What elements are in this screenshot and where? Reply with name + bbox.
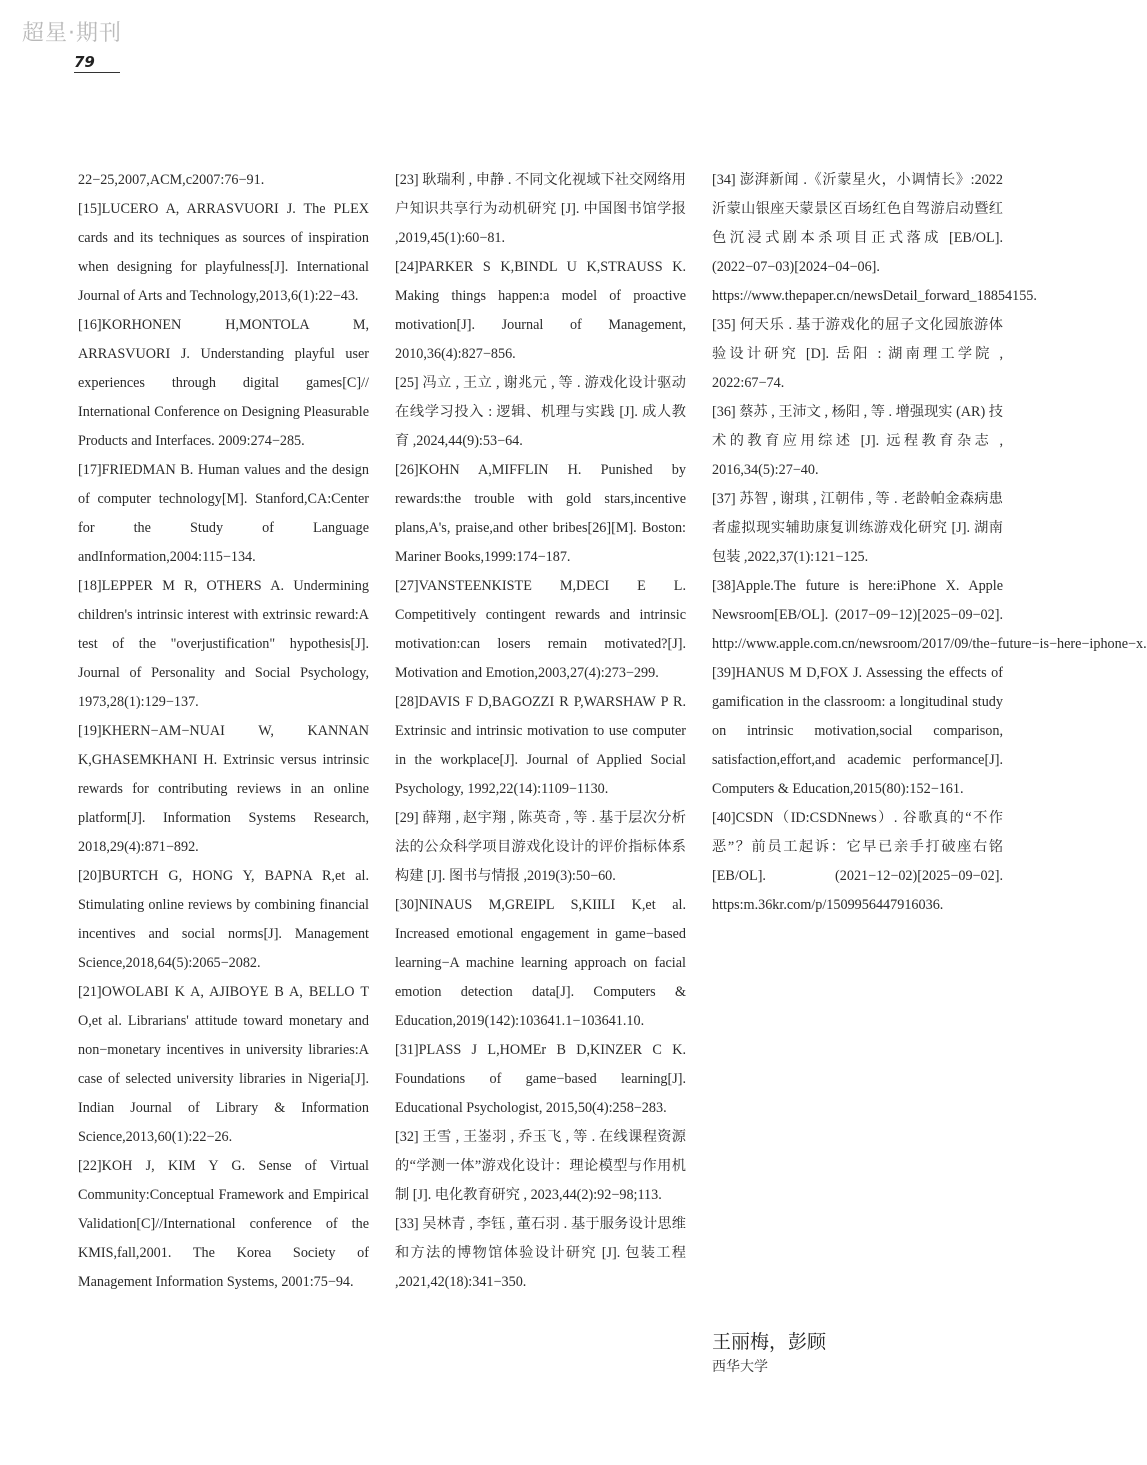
page-number: 79 (74, 53, 95, 71)
author-names: 王丽梅，彭顾 (712, 1331, 827, 1353)
reference-entry: [18]LEPPER M R, OTHERS A. Undermining children's intrinsic interest with extrinsic reward:A test of the "overjustification" hypothesis[J]. Journal of Personality and Social Psychology, 1973,28(1):129−137. (78, 578, 369, 710)
reference-entry: [26]KOHN A,MIFFLIN H. Punished by rewards:the trouble with gold stars,incentive plans,A's, praise,and other bribes[26][M]. Boston: Mariner Books,1999:174−187. (395, 462, 686, 565)
reference-entry: [20]BURTCH G, HONG Y, BAPNA R,et al. Stimulating online reviews by combining financial incentives and social norms[J]. Management Science,2018,64(5):2065−2082. (78, 868, 369, 971)
reference-entry: [37] 苏智 , 谢琪 , 江朝伟 , 等 . 老龄帕金森病患者虚拟现实辅助康复训练游戏化研究 [J]. 湖南包装 ,2022,37(1):121−125. (712, 491, 1003, 565)
author-block (712, 1328, 826, 1378)
reference-entry: [23] 耿瑞利 , 申静 . 不同文化视域下社交网络用户知识共享行为动机研究 [J]. 中国图书馆学报 ,2019,45(1):60−81. (395, 172, 686, 246)
reference-entry: [27]VANSTEENKISTE M,DECI E L. Competitively contingent rewards and intrinsic motivation:can losers remain motivated?[J]. Motivation and Emotion,2003,27(4):273−299. (395, 578, 686, 681)
reference-entry: [34] 澎湃新闻 .《沂蒙星火，小调情长》:2022 沂蒙山银座天蒙景区百场红色自驾游启动暨红色沉浸式剧本杀项目正式落成 [EB/OL]. (2022−07−03)[2024−04−06]. https://www.thepaper.cn/newsDetail_forward_18854155. (712, 172, 1037, 304)
references-column-3 (712, 166, 1147, 920)
reference-entry: [40]CSDN（ID:CSDNnews）. 谷歌真的“不作恶”？前员工起诉：它早已亲手打破座右铭 [EB/OL]. (2021−12−02)[2025−09−02]. https:m.36kr.com/p/1509956447916036. (712, 810, 1003, 913)
reference-entry: [38]Apple.The future is here:iPhone X. Apple Newsroom[EB/OL]. (2017−09−12)[2025−09−02]. http://www.apple.com.cn/newsroom/2017/09/the−future−is−here−iphone−x. (712, 578, 1147, 652)
reference-entry: [24]PARKER S K,BINDL U K,STRAUSS K. Making things happen:a model of proactive motivation[J]. Journal of Management, 2010,36(4):827−856. (395, 259, 686, 362)
reference-entry: [39]HANUS M D,FOX J. Assessing the effects of gamification in the classroom: a longitudinal study on intrinsic motivation,social comparison, satisfaction,effort,and academic performance[J]. Computers & Education,2015(80):152−161. (712, 665, 1003, 797)
reference-entry: [22]KOH J, KIM Y G. Sense of Virtual Community:Conceptual Framework and Empirical Validation[C]//International conference of the KMIS,fall,2001. The Korea Society of Management Information Systems, 2001:75−94. (78, 1158, 369, 1290)
reference-entry: 22−25,2007,ACM,c2007:76−91. (78, 172, 265, 188)
journal-header (22, 20, 122, 48)
references-column-2 (395, 166, 686, 1297)
reference-entry: [21]OWOLABI K A, AJIBOYE B A, BELLO T O,et al. Librarians' attitude toward monetary and non−monetary incentives in university libraries:A case of selected university libraries in Nigeria[J]. Indian Journal of Library & Information Science,2013,60(1):22−26. (78, 984, 369, 1145)
journal-brand: 超星·期刊 (22, 21, 122, 46)
reference-entry: [17]FRIEDMAN B. Human values and the design of computer technology[M]. Stanford,CA:Center for the Study of Language andInformation,2004:115−134. (78, 462, 369, 565)
page-number-row (74, 52, 120, 73)
reference-entry: [33] 吴林青 , 李钰 , 董石羽 . 基于服务设计思维和方法的博物馆体验设计研究 [J]. 包装工程 ,2021,42(18):341−350. (395, 1216, 686, 1290)
reference-entry: [15]LUCERO A, ARRASVUORI J. The PLEX cards and its techniques as sources of inspiration when designing for playfulness[J]. International Journal of Arts and Technology,2013,6(1):22−43. (78, 201, 369, 304)
reference-entry: [30]NINAUS M,GREIPL S,KIILI K,et al. Increased emotional engagement in game−based learning−A machine learning approach on facial emotion detection data[J]. Computers & Education,2019(142):103641.1−103641.10. (395, 897, 686, 1029)
references-column-1 (78, 166, 369, 1297)
reference-entry: [16]KORHONEN H,MONTOLA M, ARRASVUORI J. Understanding playful user experiences through digital games[C]// International Conference on Designing Pleasurable Products and Interfaces. 2009:274−285. (78, 317, 369, 449)
reference-entry: [35] 何天乐 . 基于游戏化的屈子文化园旅游体验设计研究 [D]. 岳阳 : 湖南理工学院 , 2022:67−74. (712, 317, 1003, 391)
reference-entry: [36] 蔡苏 , 王沛文 , 杨阳 , 等 . 增强现实 (AR) 技术的教育应用综述 [J]. 远程教育杂志 , 2016,34(5):27−40. (712, 404, 1003, 478)
reference-entry: [28]DAVIS F D,BAGOZZI R P,WARSHAW P R. Extrinsic and intrinsic motivation to use computer in the workplace[J]. Journal of Applied Social Psychology, 1992,22(14):1109−1130. (395, 694, 686, 797)
reference-entry: [31]PLASS J L,HOMEr B D,KINZER C K. Foundations of game−based learning[J]. Educational Psychologist, 2015,50(4):258−283. (395, 1042, 686, 1116)
reference-entry: [29] 薛翔 , 赵宇翔 , 陈英奇 , 等 . 基于层次分析法的公众科学项目游戏化设计的评价指标体系构建 [J]. 图书与情报 ,2019(3):50−60. (395, 810, 686, 884)
reference-entry: [19]KHERN−AM−NUAI W, KANNAN K,GHASEMKHANI H. Extrinsic versus intrinsic rewards for contributing reviews in an online platform[J]. Information Systems Research, 2018,29(4):871−892. (78, 723, 369, 855)
reference-entry: [25] 冯立 , 王立 , 谢兆元 , 等 . 游戏化设计驱动在线学习投入 : 逻辑、机理与实践 [J]. 成人教育 ,2024,44(9):53−64. (395, 375, 686, 449)
reference-entry: [32] 王雪 , 王崟羽 , 乔玉飞 , 等 . 在线课程资源的“学测一体”游戏化设计：理论模型与作用机制 [J]. 电化教育研究 , 2023,44(2):92−98;113. (395, 1129, 686, 1203)
author-institution: 西华大学 (712, 1359, 768, 1375)
